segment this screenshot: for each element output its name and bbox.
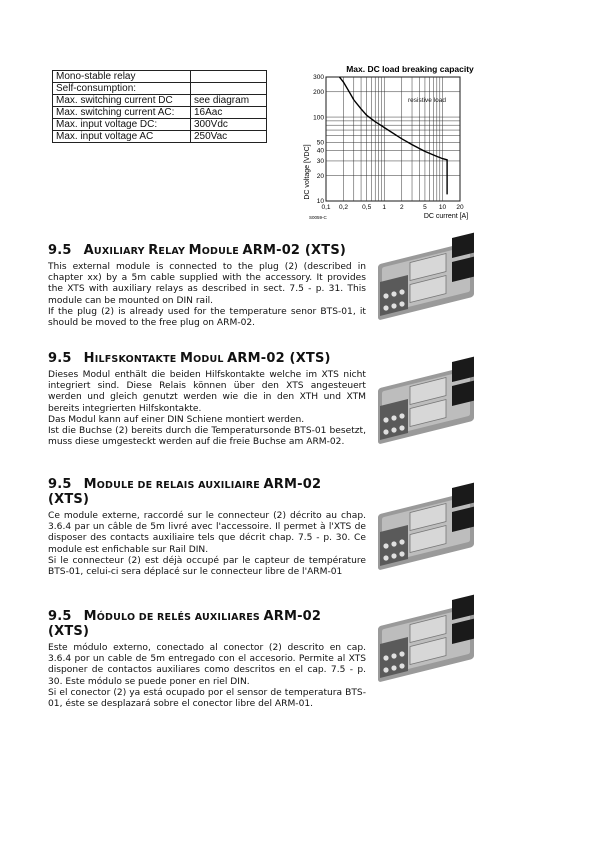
chart-x-tick-label: 0,5 [362,204,372,211]
arm-02-module-image [372,482,482,580]
chart-x-tick-label: 1 [382,204,387,211]
terminal-screw [399,551,404,556]
section-body: Este módulo externo, conectado al conector (2) descrito en cap. 3.6.4 por un cable de 5m entregado con el accesorio. Permite al XTS disponer de contactos auxiliares como descritos en el cap. 7.5 - p. 30. Este módulo se puede poner en riel DIN. Si el conector (2) ya está ocupado por el sensor de temperatura BTS-01, éste se desplazará sobre el conector libre del ARM-01. [48,643,366,710]
terminal-screw [399,663,404,668]
terminal-screw [399,301,404,306]
arm-02-module-image [372,232,482,330]
terminal-screw [391,427,396,432]
table-row [53,119,267,131]
arm-02-module-image [372,594,482,692]
terminal-screw [383,543,388,548]
dc-breaking-capacity-chart [298,60,478,225]
chart-x-axis-label: DC current [A] [423,213,469,220]
spec-label: Max. switching current AC: [53,107,191,119]
section-en [48,243,366,329]
chart-y-tick-label: 50 [316,139,324,147]
section-body: This external module is connected to the plug (2) (described in chapter xx) by a 5m cable supplied with the accessory. It provides the XTS with auxiliary relays as described in sect. 7.5 - p. 31. This module can be mounted on DIN rail. If the plug (2) is already used for the temperature senor BTS-01, it should be moved to the free plug on ARM-02. [48,262,366,329]
spec-value: 300Vdc [191,119,267,131]
chart-ticks [313,74,464,211]
terminal-screw [383,429,388,434]
chart-code-label: S0059-C [309,215,327,220]
heading-part: ARM-02 (XTS) [48,609,322,639]
heading-part: ILFSKONTAKTE [94,354,180,365]
section-heading [48,609,366,639]
chart-y-tick-label: 30 [316,158,324,166]
table-row [53,131,267,143]
table-row [53,71,267,83]
heading-part: H [83,351,95,366]
section-number: 9.5 [48,243,72,258]
heading-part: ELAY [158,246,189,257]
section-body: Ce module externe, raccordé sur le connecteur (2) décrito au chap. 3.6.4 par un câble de 5m livré avec l'accessoire. Il permet à l'XTS de disposer des contacts auxiliaire tels que décrit chap. 7.5 - p. 30. Ce module est enfichable sur Rail DIN. Si le connecteur (2) est déjà occupé par le capteur de température BTS-01, celui-ci sera déplacé sur le connecteur libre de l'ARM-01 [48,511,366,578]
heading-part: UXILIARY [93,246,149,257]
heading-part: ARM-02 (XTS) [48,477,322,507]
table-row [53,95,267,107]
terminal-screw [399,413,404,418]
table-row [53,83,267,95]
chart-x-tick-label: 10 [438,204,447,211]
terminal-screw [383,555,388,560]
heading-part: M [83,477,97,492]
section-heading [48,243,366,258]
section-es [48,609,366,710]
spec-label: Self-consumption: [53,83,191,95]
arm-02-module-image [372,356,482,454]
spec-value [191,83,267,95]
heading-part: M [179,351,194,366]
heading-part: R [148,243,159,258]
chart-x-tick-label: 5 [423,204,427,211]
terminal-screw [383,293,388,298]
spec-label: Max. input voltage AC [53,131,191,143]
spec-value: 16Aac [191,107,267,119]
chart-y-tick-label: 300 [313,74,324,82]
heading-part: M [83,609,97,624]
chart-y-tick-label: 100 [313,114,324,122]
terminal-screw [391,553,396,558]
terminal-screw [383,417,388,422]
spec-value: 250Vac [191,131,267,143]
chart-y-tick-label: 40 [316,147,324,155]
section-number: 9.5 [48,477,72,492]
heading-part: ARM-02 (XTS) [227,351,331,366]
section-body: Dieses Modul enthält die beiden Hilfskontakte welche im XTS nicht integriert sind. Diese Relais können über den XTS angesteuert werden und gleich genutzt werden wie die in den XTH und XTM bereits integrierten Hilfskontakte. Das Modul kann auf einer DIN Schiene montiert werden. Ist die Buchse (2) bereits durch die Temperatursonde BTS-01 besetzt, muss diese umgesteckt werden auf die freie Buchse am ARM-02. [48,370,366,448]
table-row [53,107,267,119]
spec-label: Mono-stable relay [53,71,191,83]
terminal-screw [391,541,396,546]
heading-part: ÓDULO DE RELÉS AUXILIARES [96,612,264,623]
chart-y-tick-label: 20 [316,172,324,180]
chart-x-tick-label: 20 [456,204,464,211]
chart-x-tick-label: 0,1 [321,204,331,211]
chart-grid [326,77,460,201]
chart-annotation: resistive load [408,97,446,104]
spec-value: see diagram [191,95,267,107]
heading-part: ARM-02 (XTS) [242,243,347,258]
spec-label: Max. switching current DC [53,95,191,107]
chart-x-tick-label: 2 [399,204,404,211]
terminal-screw [391,653,396,658]
terminal-screw [399,651,404,656]
heading-part: A [83,243,94,258]
section-de [48,351,366,448]
terminal-screw [399,425,404,430]
terminal-screw [383,655,388,660]
terminal-screw [391,291,396,296]
chart-y-axis-label: DC voltage [VDC] [304,144,311,200]
terminal-screw [399,539,404,544]
terminal-screw [383,667,388,672]
terminal-screw [391,665,396,670]
chart-title: Max. DC load breaking capacity [346,64,474,74]
spec-value [191,71,267,83]
section-number: 9.5 [48,351,72,366]
heading-part: ODUL [193,354,228,365]
spec-label: Max. input voltage DC: [53,119,191,131]
terminal-screw [399,289,404,294]
section-heading [48,351,366,366]
chart-x-tick-label: 0,2 [339,204,349,211]
terminal-screw [391,415,396,420]
chart-y-tick-label: 200 [313,88,324,96]
section-heading [48,477,366,507]
heading-part: ODULE [201,246,243,257]
terminal-screw [383,305,388,310]
section-fr [48,477,366,578]
heading-part: ODULE DE RELAIS AUXILIAIRE [96,480,264,491]
heading-part: M [188,243,202,258]
chart-y-tick-label: 10 [316,198,324,206]
spec-table [52,70,267,143]
section-number: 9.5 [48,609,72,624]
terminal-screw [391,303,396,308]
